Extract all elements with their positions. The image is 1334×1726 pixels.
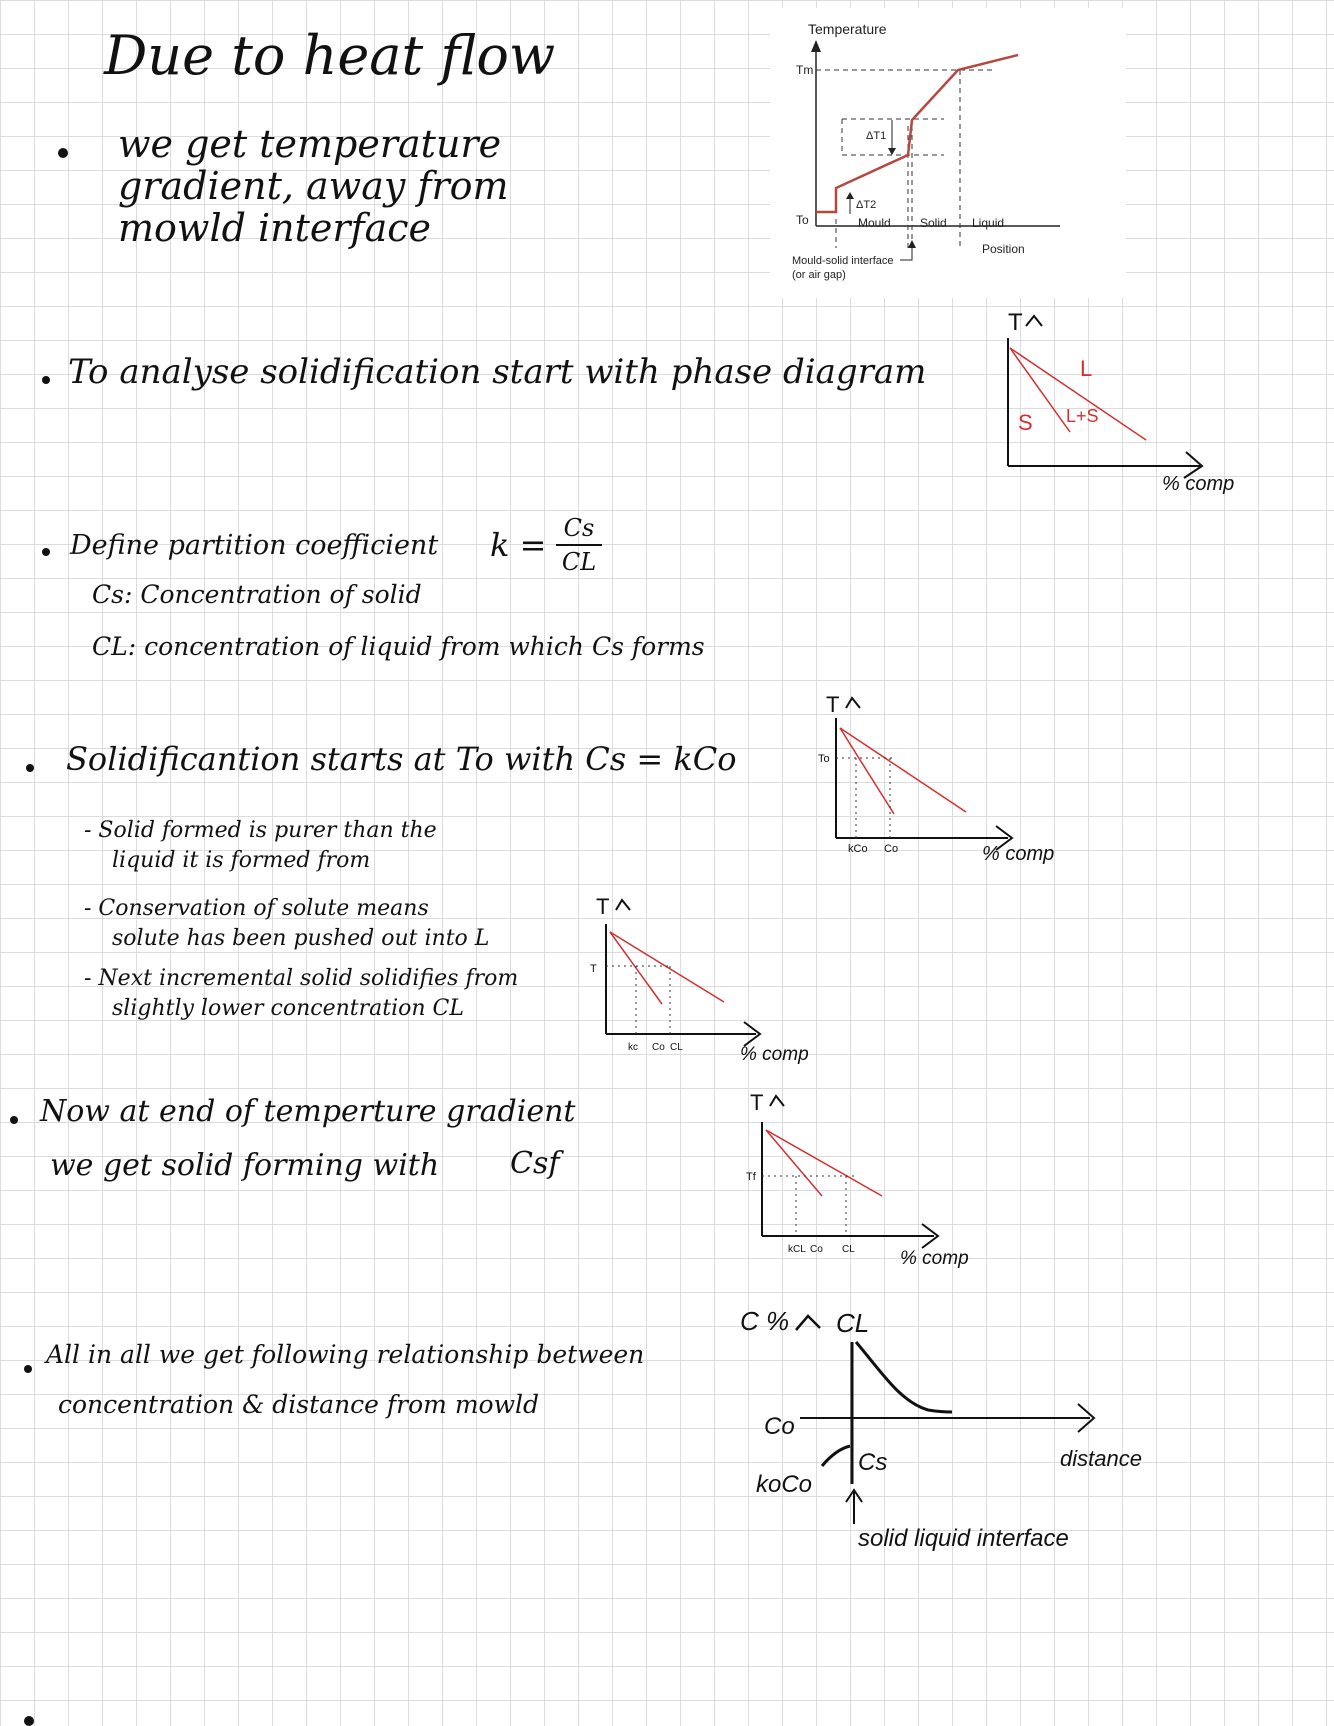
bullet-dot	[24, 1716, 34, 1726]
interface-label: Mould-solid interface	[792, 255, 894, 267]
cs-definition: Cs: Concentration of solid	[92, 580, 422, 609]
temperature-axis-label: Temperature	[808, 21, 887, 37]
sub-point-line: - Next incremental solid solidifies from	[84, 966, 519, 991]
solid-label: S	[1018, 410, 1033, 435]
phase-diagram-end-sketch	[746, 1086, 1020, 1276]
bullet-dot	[26, 764, 34, 772]
distance-axis-label: distance	[1060, 1446, 1142, 1471]
comp-axis-label: % comp	[900, 1248, 969, 1269]
sub-point-line: slightly lower concentration CL	[112, 996, 464, 1021]
sub-point-line: liquid it is formed from	[112, 848, 371, 873]
temperature-profile-figure	[770, 8, 1126, 298]
two-phase-label: L+S	[1066, 406, 1099, 426]
phase-diagram-start-sketch	[810, 690, 1090, 890]
phase-diagram-next-sketch	[590, 890, 840, 1070]
comp-axis-label: % comp	[740, 1044, 809, 1065]
kcl-label: kCL	[788, 1244, 806, 1255]
csf-symbol: Csf	[510, 1146, 560, 1181]
comp-axis-label: % comp	[1162, 473, 1235, 495]
bullet-dot	[58, 148, 68, 158]
position-axis-label: Position	[982, 242, 1025, 256]
kco-label: kCo	[848, 843, 868, 855]
to-label: To	[818, 753, 830, 765]
co-label: Co	[884, 843, 899, 855]
koco-label: koCo	[756, 1471, 813, 1498]
solidus-line	[766, 1130, 822, 1196]
co-label: Co	[764, 1413, 795, 1440]
phase-diagram-intro: To analyse solidification start with phase diagram	[68, 352, 927, 392]
t-axis-label: T	[750, 1090, 764, 1115]
liquidus-line	[766, 1130, 882, 1196]
concentration-axis-label: C %	[740, 1306, 790, 1336]
cl-label: CL	[670, 1042, 683, 1053]
solid-region-label: Solid	[920, 216, 947, 230]
cl-peak-label: CL	[836, 1308, 870, 1338]
bullet-dot	[10, 1116, 18, 1124]
heading-heat-flow: Due to heat flow	[104, 24, 556, 87]
phase-diagram-sketch	[1000, 300, 1290, 510]
fraction-bar	[556, 544, 602, 546]
y-axis-arrow-icon	[796, 1316, 820, 1330]
air-gap-label: (or air gap)	[792, 269, 846, 281]
fraction-denominator: CL	[561, 548, 597, 576]
k-fraction	[556, 514, 602, 576]
t-axis-label: T	[826, 692, 840, 717]
bullet-line: we get temperature	[118, 122, 502, 166]
bullet-dot	[42, 376, 50, 384]
solid-forming-text: we get solid forming with	[50, 1148, 440, 1183]
summary-line: All in all we get following relationship between	[46, 1340, 645, 1369]
liquidus-line	[610, 932, 724, 1002]
end-gradient-text: Now at end of temperture gradient	[40, 1094, 576, 1129]
tf-label: Tf	[746, 1171, 756, 1183]
t-axis-arrow-icon	[846, 698, 860, 708]
co-label: Co	[652, 1042, 665, 1053]
liquidus-line	[840, 728, 966, 812]
t-axis-label: T	[1008, 309, 1023, 336]
t-axis-label: T	[596, 894, 610, 919]
sub-point-line: - Conservation of solute means	[84, 896, 429, 921]
summary-line: concentration & distance from mowld	[58, 1390, 539, 1419]
liquid-label: L	[1080, 356, 1093, 381]
liquid-concentration-curve	[856, 1342, 952, 1412]
solidus-line	[840, 728, 894, 814]
t-level-label: T	[590, 963, 597, 975]
to-label: To	[796, 213, 809, 227]
t-axis-arrow-icon	[1026, 316, 1042, 326]
partition-coefficient-definition: Define partition coefficient	[70, 530, 439, 561]
interface-label: solid liquid interface	[858, 1525, 1069, 1552]
cl-label: CL	[842, 1244, 855, 1255]
fraction-numerator: Cs	[563, 514, 595, 542]
bullet-line: gradient, away from	[118, 164, 509, 208]
bullet-line: mowld interface	[118, 206, 432, 250]
dt1-label: ΔT1	[866, 130, 887, 142]
mould-region-label: Mould	[858, 216, 891, 230]
summary-bullet-dot	[24, 1365, 32, 1373]
t-axis-arrow-icon	[770, 1096, 784, 1106]
cs-label: Cs	[858, 1449, 888, 1476]
bullet-dot	[42, 548, 50, 556]
sub-point-line: - Solid formed is purer than the	[84, 818, 437, 843]
solid-concentration-curve	[822, 1446, 850, 1466]
sub-point-line: solute has been pushed out into L	[112, 926, 490, 951]
liquid-region-label: Liquid	[972, 216, 1005, 230]
co-label: Co	[810, 1244, 823, 1255]
kc-label: kc	[628, 1042, 638, 1053]
cl-definition: CL: concentration of liquid from which Cs forms	[92, 632, 705, 661]
comp-axis-label: % comp	[982, 843, 1055, 865]
solidification-start-text: Solidificantion starts at To with Cs = kCo	[66, 740, 737, 778]
dt2-label: ΔT2	[856, 199, 877, 211]
tm-label: Tm	[796, 63, 814, 77]
concentration-distance-graph	[740, 1270, 1160, 1560]
t-axis-arrow-icon	[616, 900, 630, 910]
k-symbol: k =	[490, 526, 547, 564]
